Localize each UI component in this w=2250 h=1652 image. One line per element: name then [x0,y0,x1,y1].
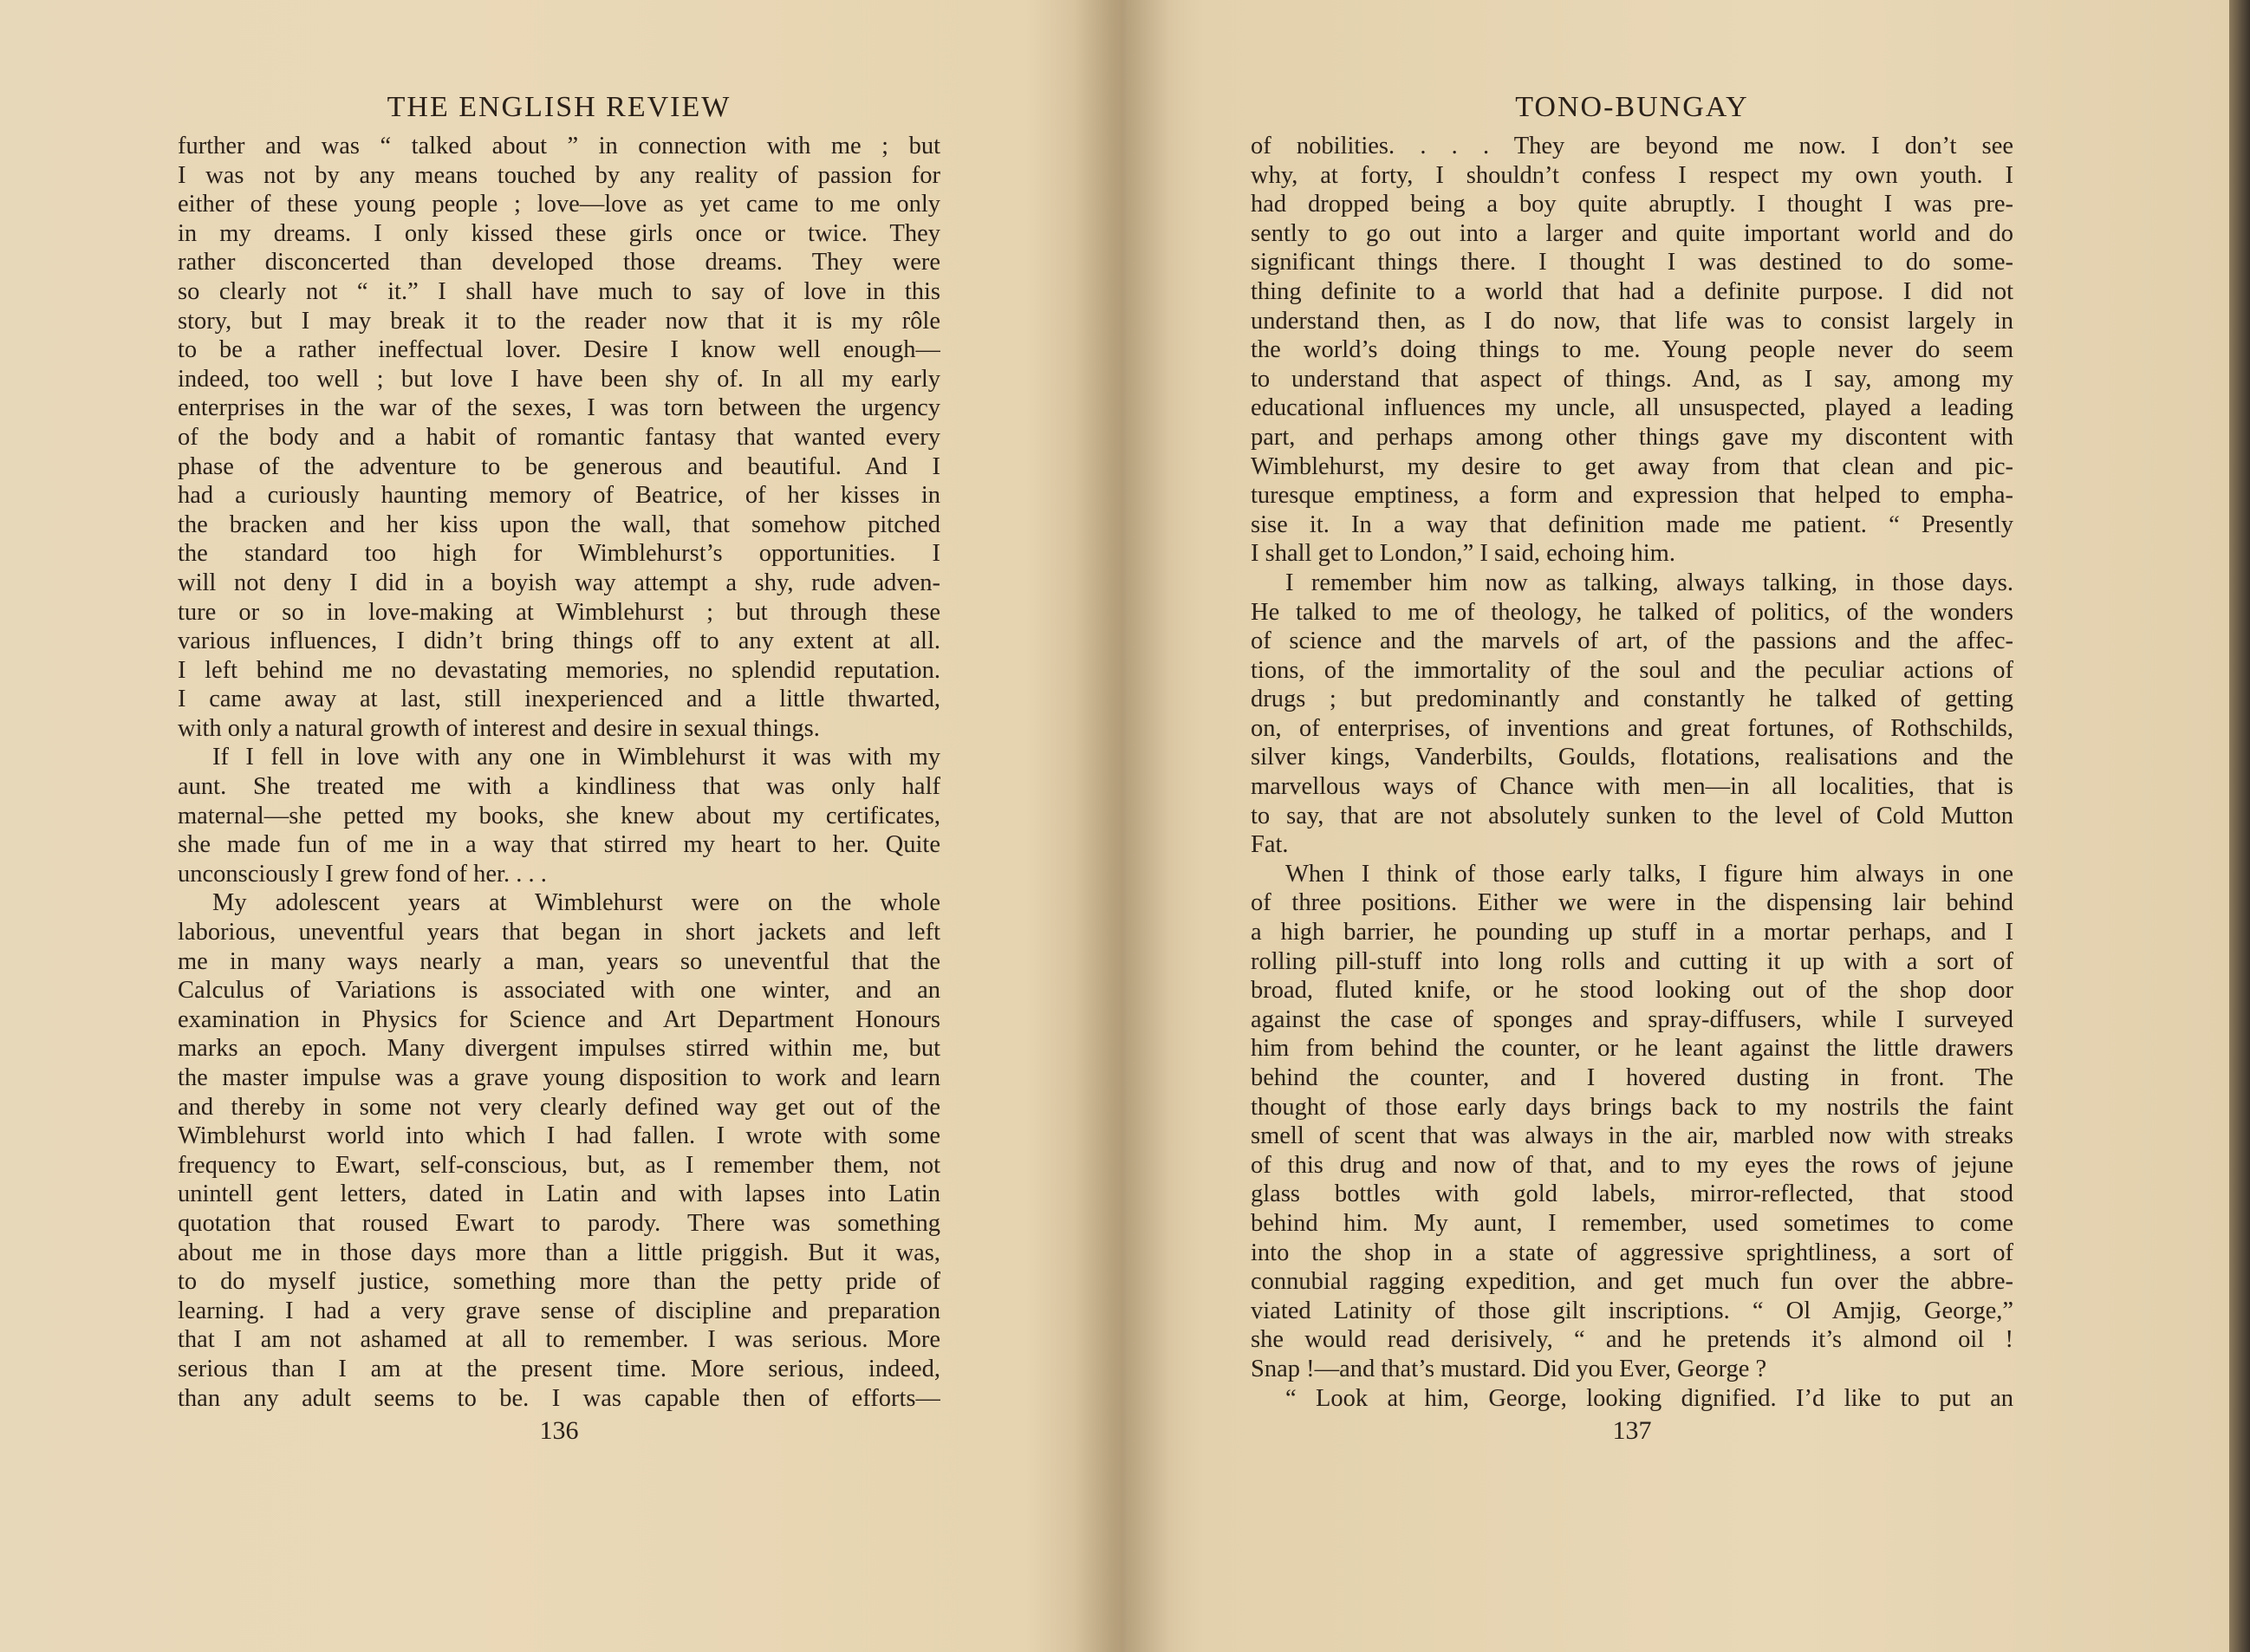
text-line: significant things there. I thought I was destined to do some- [1251,249,2013,276]
text-line: against the case of sponges and spray-diffusers, while I surveyed [1251,1005,2013,1033]
text-line: He talked to me of theology, he talked of politics, of the wonders [1251,598,2013,626]
text-line: Calculus of Variations is associated with one winter, and an [178,977,940,1005]
text-line: I left behind me no devastating memories, no splendid reputation. [178,656,940,684]
text-line: drugs ; but predominantly and constantly he talked of getting [1251,686,2013,713]
text-line: story, but I may break it to the reader now that it is my rôle [178,307,940,335]
text-line: a high barrier, he pounding up stuff in a mortar perhaps, and I [1251,919,2013,946]
book-gutter [1075,0,1170,1652]
text-line: and thereby in some not very clearly defined way get out of the [178,1093,940,1121]
text-line: If I fell in love with any one in Wimblehurst it was with my [212,744,940,771]
text-line: the bracken and her kiss upon the wall, that somehow pitched [178,511,940,538]
text-line: I remember him now as talking, always talking, in those days. [1285,569,2013,596]
text-line: than any adult seems to be. I was capable then of efforts— [178,1384,940,1412]
text-line: glass bottles with gold labels, mirror-reflected, that stood [1251,1180,2013,1208]
text-line: understand then, as I do now, that life was to consist largely in [1251,307,2013,335]
text-line: unconsciously I grew fond of her. . . . [178,860,547,888]
text-line: rolling pill-stuff into long rolls and cutting it up with a sort of [1251,947,2013,975]
text-line: ture or so in love-making at Wimblehurst ; but through these [178,598,940,626]
text-line: either of these young people ; love—love as yet came to me only [178,191,940,218]
text-line: with only a natural growth of interest and desire in sexual things. [178,714,820,742]
text-line: to be a rather ineffectual lover. Desire I know well enough— [178,336,940,364]
text-line: Fat. [1251,831,1289,859]
text-line: I shall get to London,” I said, echoing him. [1251,540,1675,568]
text-line: broad, fluted knife, or he stood looking out of the shop door [1251,977,2013,1005]
text-line: of nobilities. . . . They are beyond me now. I don’t see [1251,133,2013,159]
text-line: that I am not ashamed at all to remember. I was serious. More [178,1326,940,1354]
text-line: marvellous ways of Chance with men—in all localities, that is [1251,773,2013,801]
text-line: sently to go out into a larger and quite important world and do [1251,219,2013,247]
left-running-head: THE ENGLISH REVIEW [387,91,732,123]
text-line: phase of the adventure to be generous and beautiful. And I [178,452,940,480]
text-line: rather disconcerted than developed those dreams. They were [178,249,940,276]
text-line: will not deny I did in a boyish way attempt a shy, rude adven- [178,569,940,596]
text-line: the master impulse was a grave young disposition to work and learn [178,1064,940,1091]
text-line: tions, of the immortality of the soul and the peculiar actions of [1251,656,2013,684]
text-line: about me in those days more than a little priggish. But it was, [178,1239,940,1266]
text-line: silver kings, Vanderbilts, Goulds, flotations, realisations and the [1251,744,2013,771]
text-line: I came away at last, still inexperienced and a little thwarted, [178,686,940,713]
text-line: on, of enterprises, of inventions and great fortunes, of Rothschilds, [1251,714,2013,742]
text-line: examination in Physics for Science and Art Department Honours [178,1005,940,1033]
text-line: educational influences my uncle, all unsuspected, played a leading [1251,394,2013,422]
text-line: to say, that are not absolutely sunken to the level of Cold Mutton [1251,802,2013,829]
text-line: connubial ragging expedition, and get much fun over the abbre- [1251,1268,2013,1296]
text-line: aunt. She treated me with a kindliness that was only half [178,773,940,801]
text-line: smell of scent that was always in the air, marbled now with streaks [1251,1122,2013,1150]
text-line: marks an epoch. Many divergent impulses stirred within me, but [178,1035,940,1063]
text-line: serious than I am at the present time. More serious, indeed, [178,1355,940,1382]
left-page [178,83,940,1446]
page-edge [2229,0,2250,1652]
text-line: “ Look at him, George, looking dignified. I’d like to put an [1285,1384,2013,1412]
text-line: behind him. My aunt, I remember, used sometimes to come [1251,1209,2013,1237]
text-line: sise it. In a way that definition made me patient. “ Presently [1251,511,2013,538]
text-line: the standard too high for Wimblehurst’s opportunities. I [178,540,940,568]
text-line: had a curiously haunting memory of Beatrice, of her kisses in [178,482,940,510]
right-page [1251,83,2013,1446]
text-line: unintell gent letters, dated in Latin and with lapses into Latin [178,1180,940,1208]
text-line: thing definite to a world that had a definite purpose. I did not [1251,277,2013,305]
text-line: behind the counter, and I hovered dusting in front. The [1251,1064,2013,1091]
text-line: of three positions. Either we were in the dispensing lair behind [1251,889,2013,917]
text-line: him from behind the counter, or he leant against the little drawers [1251,1035,2013,1063]
text-line: My adolescent years at Wimblehurst were on the whole [212,889,940,917]
text-line: further and was “ talked about ” in connection with me ; but [178,133,940,159]
text-line: various influences, I didn’t bring things off to any extent at all. [178,628,940,655]
text-line: to do myself justice, something more than the petty pride of [178,1268,940,1296]
text-line: into the shop in a state of aggressive sprightliness, a sort of [1251,1239,2013,1266]
text-line: indeed, too well ; but love I have been shy of. In all my early [178,365,940,393]
left-page-body [178,132,940,1413]
text-line: I was not by any means touched by any reality of passion for [178,161,940,189]
text-line: of the body and a habit of romantic fantasy that wanted every [178,423,940,451]
text-line: maternal—she petted my books, she knew about my certificates, [178,802,940,829]
text-line: of this drug and now of that, and to my eyes the rows of jejune [1251,1151,2013,1179]
text-line: in my dreams. I only kissed these girls once or twice. They [178,219,940,247]
text-line: viated Latinity of those gilt inscriptions. “ Ol Amjig, George,” [1251,1297,2013,1324]
text-line: enterprises in the war of the sexes, I was torn between the urgency [178,394,940,422]
text-line: me in many ways nearly a man, years so uneventful that the [178,947,940,975]
text-line: frequency to Ewart, self-conscious, but, as I remember them, not [178,1151,940,1179]
text-line: Snap !—and that’s mustard. Did you Ever, George ? [1251,1355,1767,1382]
text-line: turesque emptiness, a form and expression that helped to empha- [1251,482,2013,510]
text-line: thought of those early days brings back to my nostrils the faint [1251,1093,2013,1121]
text-line: she made fun of me in a way that stirred my heart to her. Quite [178,831,940,859]
text-line: quotation that roused Ewart to parody. There was something [178,1209,940,1237]
text-line: learning. I had a very grave sense of discipline and preparation [178,1297,940,1324]
left-page-number: 136 [539,1416,579,1446]
text-line: Wimblehurst, my desire to get away from that clean and pic- [1251,452,2013,480]
right-page-body [1251,132,2013,1413]
text-line: why, at forty, I shouldn’t confess I respect my own youth. I [1251,161,2013,189]
right-running-head: TONO-BUNGAY [1515,91,1749,123]
text-line: laborious, uneventful years that began in short jackets and left [178,919,940,946]
text-line: Wimblehurst world into which I had fallen. I wrote with some [178,1122,940,1150]
text-line: part, and perhaps among other things gave my discontent with [1251,423,2013,451]
right-page-number: 137 [1612,1416,1652,1446]
text-line: the world’s doing things to me. Young people never do seem [1251,336,2013,364]
text-line: so clearly not “ it.” I shall have much to say of love in this [178,277,940,305]
text-line: had dropped being a boy quite abruptly. I thought I was pre- [1251,191,2013,218]
text-line: of science and the marvels of art, of the passions and the affec- [1251,628,2013,655]
text-line: When I think of those early talks, I figure him always in one [1285,860,2013,888]
text-line: she would read derisively, “ and he pretends it’s almond oil ! [1251,1326,2013,1354]
text-line: to understand that aspect of things. And, as I say, among my [1251,365,2013,393]
